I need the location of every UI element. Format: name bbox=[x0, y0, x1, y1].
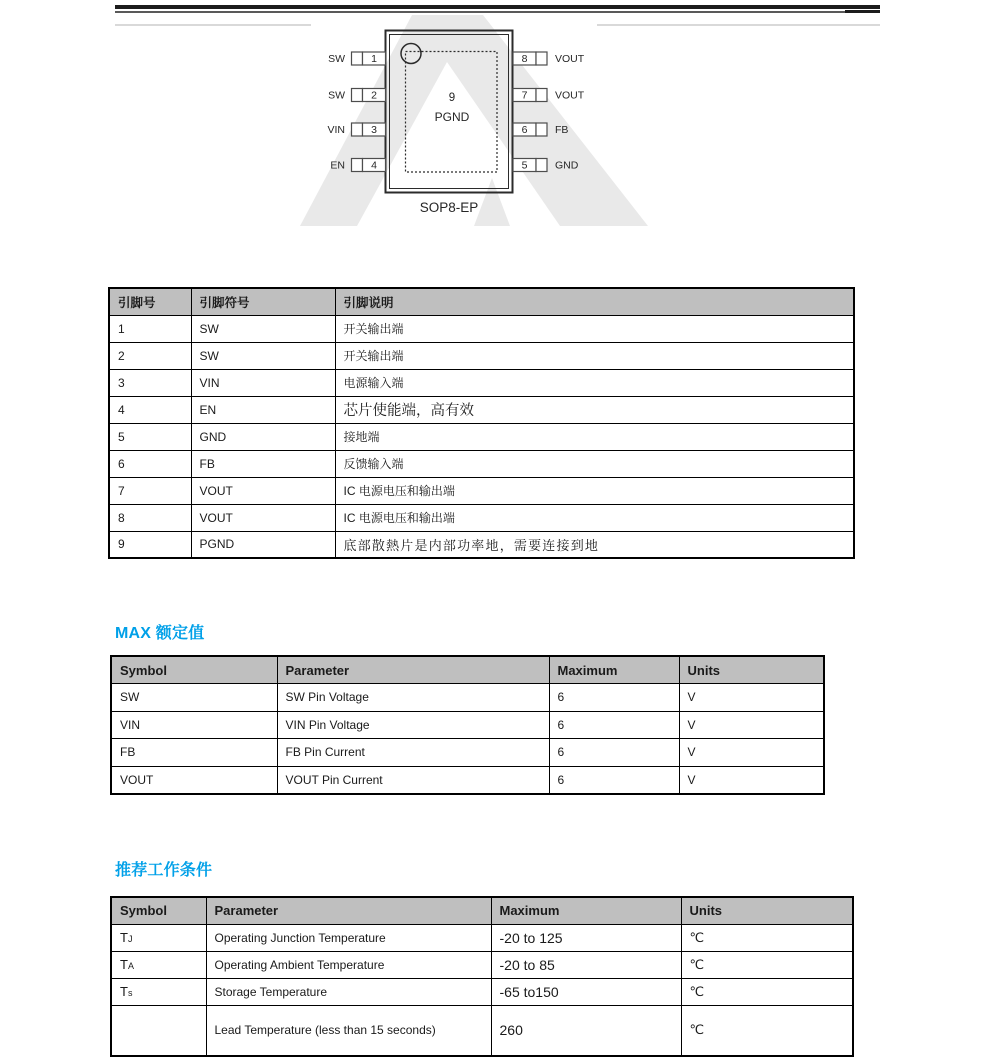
pin-num-cell: 7 bbox=[109, 477, 191, 504]
pin-label: FB bbox=[555, 124, 569, 136]
pin-number: 4 bbox=[371, 159, 377, 172]
parameter-cell: FB Pin Current bbox=[277, 739, 549, 767]
symbol-cell: Ts bbox=[111, 978, 206, 1005]
table-row bbox=[109, 342, 854, 369]
section-title-max-ratings: MAX 额定值 bbox=[115, 625, 205, 642]
col-header: Maximum bbox=[491, 897, 681, 924]
pin-desc-cell: IC 电源电压和输出端 bbox=[335, 504, 854, 531]
table-row bbox=[109, 315, 854, 342]
table-row bbox=[111, 978, 853, 1005]
pin-number: 7 bbox=[521, 89, 528, 102]
units-cell: ℃ bbox=[681, 951, 853, 978]
pin-label: VOUT bbox=[555, 53, 585, 65]
pin-num-cell: 5 bbox=[109, 423, 191, 450]
col-header: Parameter bbox=[277, 656, 549, 684]
units-cell: V bbox=[679, 711, 824, 739]
table-row bbox=[111, 739, 824, 767]
table-row bbox=[109, 504, 854, 531]
pin-number: 6 bbox=[521, 124, 528, 136]
pinout-diagram bbox=[0, 0, 991, 245]
pin-symbol-cell: EN bbox=[191, 396, 335, 423]
pin-number: 1 bbox=[371, 53, 377, 65]
watermark-logo-icon bbox=[300, 15, 648, 226]
table-row bbox=[109, 396, 854, 423]
parameter-cell: Operating Junction Temperature bbox=[206, 924, 491, 951]
maximum-cell: 6 bbox=[549, 766, 679, 794]
maximum-cell: -20 to 85 bbox=[491, 951, 681, 978]
pin-symbol-cell: VOUT bbox=[191, 504, 335, 531]
pin-symbol-cell: SW bbox=[191, 342, 335, 369]
col-header: 引脚说明 bbox=[335, 288, 854, 315]
pin-num-cell: 9 bbox=[109, 531, 191, 558]
pin-label: EN bbox=[330, 159, 345, 172]
pin-num-cell: 6 bbox=[109, 450, 191, 477]
col-header: Parameter bbox=[206, 897, 491, 924]
pin-label: VOUT bbox=[555, 89, 585, 102]
section-title-recommended: 推荐工作条件 bbox=[115, 862, 213, 879]
parameter-cell: VOUT Pin Current bbox=[277, 766, 549, 794]
table-row bbox=[111, 684, 824, 712]
col-header: Units bbox=[679, 656, 824, 684]
pin-number: 8 bbox=[521, 53, 528, 65]
parameter-cell: Operating Ambient Temperature bbox=[206, 951, 491, 978]
pin-symbol-cell: VOUT bbox=[191, 477, 335, 504]
table-row bbox=[111, 1005, 853, 1056]
pin-symbol-cell: VIN bbox=[191, 369, 335, 396]
units-cell: V bbox=[679, 766, 824, 794]
pin-desc-cell: 开关输出端 bbox=[335, 315, 854, 342]
table-row bbox=[111, 951, 853, 978]
units-cell: ℃ bbox=[681, 978, 853, 1005]
center-pin-number: 9 bbox=[448, 92, 456, 104]
pin-desc-cell: 反馈输入端 bbox=[335, 450, 854, 477]
col-header: 引脚号 bbox=[109, 288, 191, 315]
units-cell: V bbox=[679, 684, 824, 712]
pin-num-cell: 2 bbox=[109, 342, 191, 369]
pin-num-cell: 4 bbox=[109, 396, 191, 423]
table-row bbox=[109, 531, 854, 558]
pin-label: VIN bbox=[327, 124, 345, 136]
maximum-cell: -65 to150 bbox=[491, 978, 681, 1005]
pin-num-cell: 1 bbox=[109, 315, 191, 342]
symbol-cell bbox=[111, 1005, 206, 1056]
maximum-cell: 260 bbox=[491, 1005, 681, 1056]
table-row bbox=[109, 450, 854, 477]
units-cell: ℃ bbox=[681, 1005, 853, 1056]
pin-desc-cell: 芯片使能端，高有效 bbox=[335, 396, 854, 423]
center-pin-name: PGND bbox=[434, 110, 470, 124]
maximum-cell: -20 to 125 bbox=[491, 924, 681, 951]
table-row bbox=[111, 924, 853, 951]
pin-symbol-cell: FB bbox=[191, 450, 335, 477]
max-ratings-table bbox=[110, 655, 825, 795]
table-row bbox=[109, 477, 854, 504]
parameter-cell: VIN Pin Voltage bbox=[277, 711, 549, 739]
table-row bbox=[111, 766, 824, 794]
table-header-row bbox=[109, 288, 854, 315]
maximum-cell: 6 bbox=[549, 711, 679, 739]
maximum-cell: 6 bbox=[549, 739, 679, 767]
pin-number: 2 bbox=[371, 89, 377, 102]
parameter-cell: Lead Temperature (less than 15 seconds) bbox=[206, 1005, 491, 1056]
symbol-cell: TA bbox=[111, 951, 206, 978]
table-row bbox=[109, 369, 854, 396]
symbol-cell: VOUT bbox=[111, 766, 277, 794]
pin-desc-cell: 开关输出端 bbox=[335, 342, 854, 369]
pin-desc-cell: IC 电源电压和输出端 bbox=[335, 477, 854, 504]
pin-label: SW bbox=[328, 89, 345, 102]
pin-label: GND bbox=[555, 159, 579, 172]
table-row bbox=[109, 423, 854, 450]
pin-symbol-cell: SW bbox=[191, 315, 335, 342]
pin-desc-cell: 底部散熱片是内部功率地，需要连接到地 bbox=[335, 531, 854, 558]
maximum-cell: 6 bbox=[549, 684, 679, 712]
col-header: Symbol bbox=[111, 656, 277, 684]
units-cell: ℃ bbox=[681, 924, 853, 951]
pin-symbol-cell: GND bbox=[191, 423, 335, 450]
pin-number: 5 bbox=[521, 159, 528, 172]
col-header: Symbol bbox=[111, 897, 206, 924]
symbol-cell: TJ bbox=[111, 924, 206, 951]
symbol-cell: FB bbox=[111, 739, 277, 767]
pin-num-cell: 8 bbox=[109, 504, 191, 531]
pin-label: SW bbox=[328, 53, 345, 65]
pin-symbol-cell: PGND bbox=[191, 531, 335, 558]
recommended-conditions-table bbox=[110, 896, 854, 1057]
pin-desc-cell: 电源输入端 bbox=[335, 369, 854, 396]
pin-description-table bbox=[108, 287, 855, 559]
pin-number: 3 bbox=[371, 124, 377, 136]
symbol-cell: SW bbox=[111, 684, 277, 712]
package-label: SOP8-EP bbox=[419, 200, 479, 215]
parameter-cell: Storage Temperature bbox=[206, 978, 491, 1005]
table-row bbox=[111, 711, 824, 739]
units-cell: V bbox=[679, 739, 824, 767]
symbol-cell: VIN bbox=[111, 711, 277, 739]
col-header: Units bbox=[681, 897, 853, 924]
parameter-cell: SW Pin Voltage bbox=[277, 684, 549, 712]
pin-num-cell: 3 bbox=[109, 369, 191, 396]
table-header-row bbox=[111, 656, 824, 684]
pin-desc-cell: 接地端 bbox=[335, 423, 854, 450]
col-header: 引脚符号 bbox=[191, 288, 335, 315]
table-header-row bbox=[111, 897, 853, 924]
col-header: Maximum bbox=[549, 656, 679, 684]
